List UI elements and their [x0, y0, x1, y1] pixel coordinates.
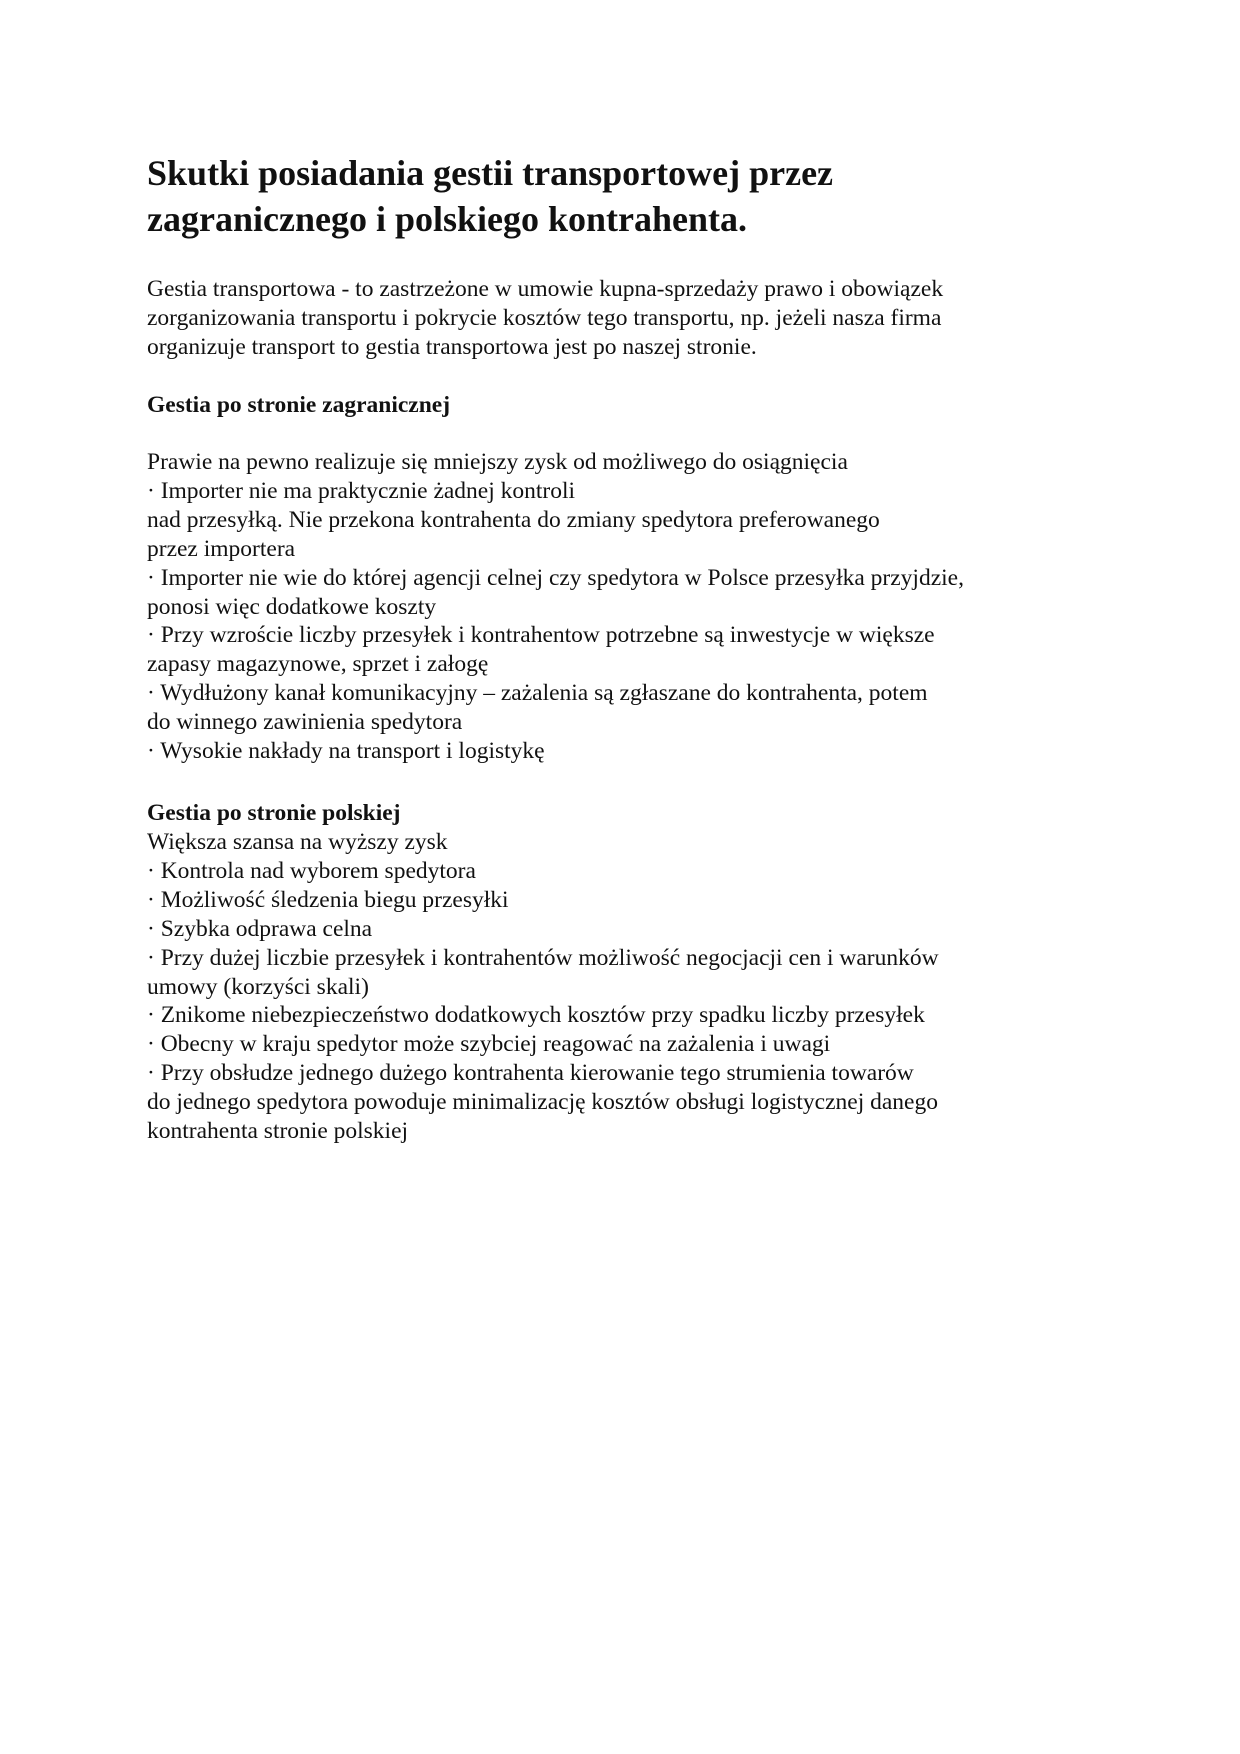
polish-line: · Szybka odprawa celna — [147, 915, 373, 942]
section-heading-foreign: Gestia po stronie zagranicznej — [147, 392, 451, 418]
intro-line: Gestia transportowa - to zastrzeżone w umowie kupna-sprzedaży prawo i obowiązek — [147, 276, 944, 302]
foreign-line: przez importera — [147, 535, 296, 562]
polish-line: · Znikome niebezpieczeństwo dodatkowych kosztów przy spadku liczby przesyłek — [147, 1002, 925, 1029]
foreign-line: · Wysokie nakłady na transport i logistykę — [147, 738, 545, 765]
polish-line: umowy (korzyści skali) — [147, 973, 369, 1000]
foreign-line: Prawie na pewno realizuje się mniejszy zysk od możliwego do osiągnięcia — [147, 449, 848, 475]
polish-line: · Możliwość śledzenia biegu przesyłki — [147, 886, 509, 913]
foreign-line: · Przy wzroście liczby przesyłek i kontrahentow potrzebne są inwestycje w większe — [147, 622, 935, 649]
foreign-line: · Wydłużony kanał komunikacyjny – zażalenia są zgłaszane do kontrahenta, potem — [147, 680, 928, 707]
foreign-section-body — [147, 448, 1047, 766]
intro-line: zorganizowania transportu i pokrycie kosztów tego transportu, np. jeżeli nasza firma — [147, 304, 942, 331]
page-title — [147, 150, 1047, 242]
foreign-line: · Importer nie wie do której agencji celnej czy spedytora w Polsce przesyłka przyjdzie, — [147, 564, 964, 591]
polish-line: · Przy dużej liczbie przesyłek i kontrahentów możliwość negocjacji cen i warunków — [147, 944, 939, 971]
foreign-line: zapasy magazynowe, sprzet i załogę — [147, 651, 489, 678]
foreign-line: do winnego zawinienia spedytora — [147, 709, 463, 736]
polish-line: Większa szansa na wyższy zysk — [147, 829, 448, 855]
polish-line: · Przy obsłudze jednego dużego kontrahenta kierowanie tego strumienia towarów — [147, 1060, 914, 1087]
polish-line: · Obecny w kraju spedytor może szybciej reagować na zażalenia i uwagi — [147, 1031, 831, 1058]
page-title-line-2: zagranicznego i polskiego kontrahenta. — [147, 199, 747, 239]
polish-section-body — [147, 828, 1047, 1146]
page-title-line-1: Skutki posiadania gestii transportowej przez — [147, 153, 834, 193]
intro-paragraph — [147, 275, 1047, 362]
foreign-line: nad przesyłką. Nie przekona kontrahenta do zmiany spedytora preferowanego — [147, 506, 880, 533]
polish-line: kontrahenta stronie polskiej — [147, 1118, 409, 1145]
foreign-line: · Importer nie ma praktycznie żadnej kontroli — [147, 477, 576, 504]
foreign-line: ponosi więc dodatkowe koszty — [147, 593, 437, 620]
polish-line: · Kontrola nad wyborem spedytora — [147, 857, 476, 884]
intro-line: organizuje transport to gestia transportowa jest po naszej stronie. — [147, 333, 757, 360]
polish-line: do jednego spedytora powoduje minimalizację kosztów obsługi logistycznej danego — [147, 1089, 938, 1116]
section-heading-polish: Gestia po stronie polskiej — [147, 800, 401, 826]
